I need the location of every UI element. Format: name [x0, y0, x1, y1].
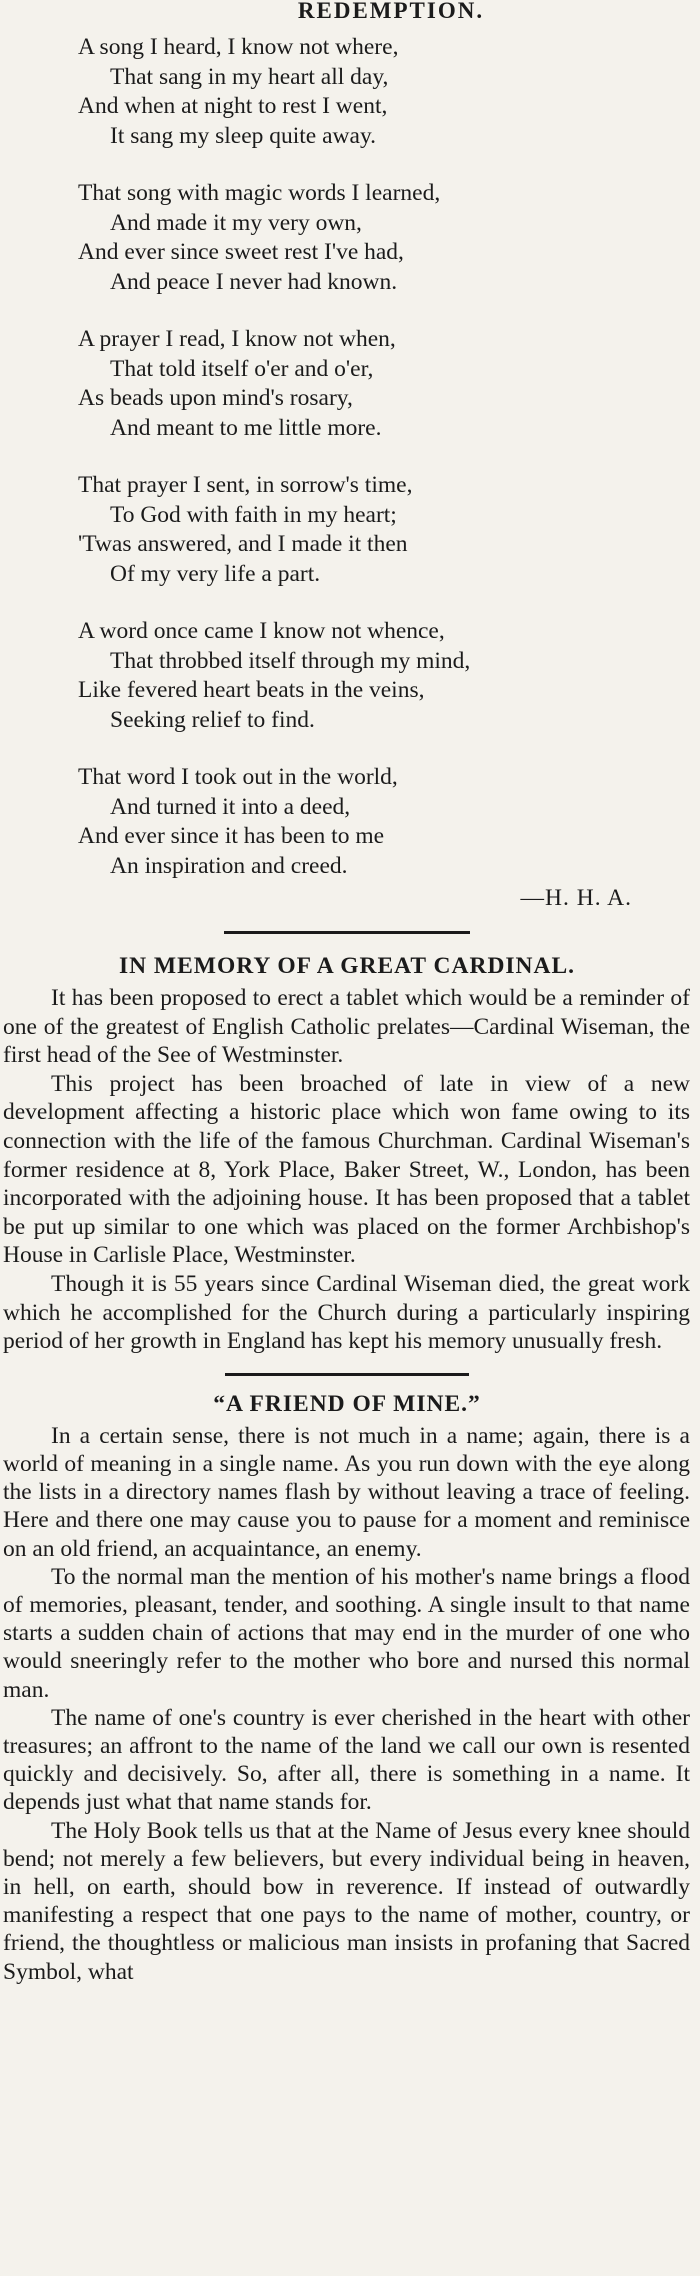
poem-line: As beads upon mind's rosary, [78, 385, 353, 411]
poem-line: And when at night to rest I went, [78, 93, 388, 119]
poem-line: 'Twas answered, and I made it then [78, 531, 408, 557]
stanza [78, 33, 694, 151]
stanza [78, 325, 694, 443]
poem-line: And ever since sweet rest I've had, [78, 239, 404, 265]
stanza [78, 179, 694, 297]
poem-line: And made it my very own, [110, 209, 362, 236]
article-paragraph: In a certain sense, there is not much in a name; again, there is a world of meaning in a single name. As you run down with the eye along the lists in a directory names flash by without leaving a trace of feeling. Here and there one may cause you to pause for a moment and reminisce on an old friend, an acquaintance, an enemy. [3, 1422, 690, 1562]
article-paragraph: The Holy Book tells us that at the Name of Jesus every knee should bend; not merely a few believers, but every individual being in heaven, in hell, on earth, should bow in reverence. If instead of outwardly manifesting a respect that one pays to the name of mother, country, or friend, the thoughtless or malicious man insists in profaning that Sacred Symbol, what [3, 1817, 690, 1985]
poem-line: That throbbed itself through my mind, [110, 647, 471, 674]
poem-line: A word once came I know not whence, [78, 618, 445, 644]
poem-signature: —H. H. A. [520, 885, 632, 911]
poem-line: That song with magic words I learned, [78, 180, 441, 206]
poem-line: And meant to me little more. [110, 414, 382, 441]
poem-line: Like fevered heart beats in the veins, [78, 677, 425, 703]
stanza [78, 471, 694, 589]
poem-line: Seeking relief to find. [110, 706, 315, 733]
stanza [78, 617, 694, 735]
poem-line: That prayer I sent, in sorrow's time, [78, 472, 413, 498]
poem-line: And turned it into a deed, [110, 793, 351, 820]
article-paragraph: The name of one's country is ever cherished in the heart with other treasures; an affront to the name of the land we call our own is resented quickly and decisively. So, after all, there is something in a name. It depends just what that name stands for. [3, 1704, 690, 1816]
poem-line: A prayer I read, I know not when, [78, 326, 396, 352]
poem-line: And ever since it has been to me [78, 823, 385, 849]
section-divider [224, 931, 470, 934]
article-title: IN MEMORY OF A GREAT CARDINAL. [118, 953, 576, 979]
poem-line: A song I heard, I know not where, [78, 34, 399, 60]
poem-line: An inspiration and creed. [110, 852, 348, 879]
poem-line: That told itself o'er and o'er, [110, 355, 374, 382]
poem-line: Of my very life a part. [110, 560, 321, 587]
stanza [78, 763, 694, 881]
poem-line: That word I took out in the world, [78, 764, 398, 790]
poem-line: It sang my sleep quite away. [110, 122, 377, 149]
article-paragraph: To the normal man the mention of his mother's name brings a flood of memories, pleasant, tender, and soothing. A single insult to that name starts a sudden chain of actions that may end in the murder of one who would sneeringly refer to the mother who bore and nursed this normal man. [3, 1563, 690, 1703]
poem [0, 33, 694, 881]
section-divider [225, 1373, 469, 1376]
article-paragraph: This project has been broached of late in view of a new development affecting a historic place which won fame owing to its connection with the life of the famous Churchman. Cardinal Wiseman's former residence at 8, York Place, Baker Street, W., London, has been incorporated with the adjoining house. It has been proposed that a tablet be put up similar to one which was placed on the former Archbishop's House in Carlisle Place, Westminster. [3, 1070, 690, 1269]
article-paragraph: Though it is 55 years since Cardinal Wiseman died, the great work which he accomplished for the Church during a particularly inspiring period of her growth in England has kept his memory unusually fresh. [3, 1270, 690, 1355]
article-title: “A FRIEND OF MINE.” [213, 1390, 481, 1417]
poem-line: That sang in my heart all day, [110, 63, 389, 90]
poem-line: And peace I never had known. [110, 268, 398, 295]
poem-line: To God with faith in my heart; [110, 501, 397, 528]
article-paragraph: It has been proposed to erect a tablet which would be a reminder of one of the greatest of English Catholic prelates—Cardinal Wiseman, the first head of the See of Westminster. [3, 985, 690, 1069]
poem-title: REDEMPTION. [297, 0, 485, 22]
